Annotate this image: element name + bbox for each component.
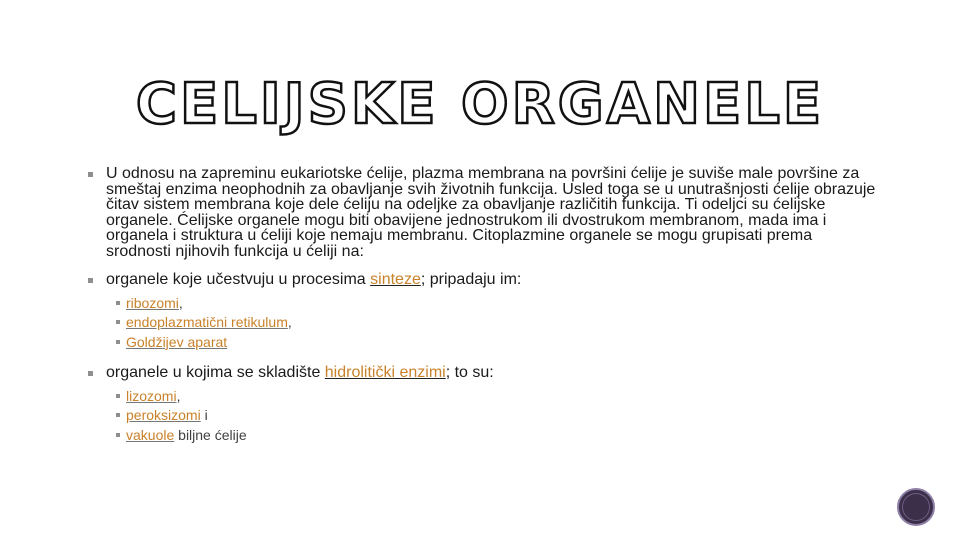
link-hidroliticki-enzimi[interactable]: hidrolitički enzimi bbox=[324, 364, 446, 381]
list-item bbox=[116, 294, 878, 314]
link-ribozomi[interactable]: ribozomi bbox=[126, 294, 179, 311]
bullet-icon bbox=[88, 172, 93, 177]
list-item-suffix: , bbox=[178, 294, 183, 311]
intro-text: U odnosu na zapreminu eukariotske ćelije, plazma membrana na površini ćelije je suviše male površine za smeštaj enzima neophodnih za obavljanje svih životnih funkcija. Usled toga se u unutrašnjosti ćelije obrazuje čitav sistem membrana koje dele ćeliju na odeljke za obavljanje različitih funkcija. Ti odeljci su ćelijske organele. Ćelijske organele mogu biti obavijene jednostrukom ili dvostrukom membranom, mada ima i organela i struktura u ćeliji koje nemaju membranu. Citoplazmine organele se mogu grupisati prema srodnosti njihovih funkcija u ćeliji na: bbox=[106, 165, 876, 260]
list-item bbox=[116, 333, 878, 353]
hydrolytic-list bbox=[116, 387, 878, 446]
list-item bbox=[116, 426, 878, 446]
list-item bbox=[116, 406, 878, 426]
bullet-icon bbox=[88, 371, 93, 376]
link-sinteze[interactable]: sinteze bbox=[370, 271, 421, 288]
bullet-icon bbox=[116, 413, 120, 417]
synthesis-list bbox=[116, 294, 878, 353]
group-hydrolytic-suffix: ; to su: bbox=[445, 364, 494, 381]
link-peroksizomi[interactable]: peroksizomi bbox=[126, 407, 201, 423]
slide-number-badge[interactable] bbox=[897, 488, 935, 526]
slide-title: CELIJSKE ORGANELE bbox=[135, 72, 825, 137]
bullet-icon bbox=[116, 433, 120, 437]
bullet-icon bbox=[116, 394, 120, 398]
link-lizozomi[interactable]: lizozomi bbox=[126, 387, 177, 404]
link-endoplazmaticni-retikulum[interactable]: endoplazmatični retikulum bbox=[126, 314, 288, 330]
bullet-icon bbox=[116, 320, 120, 324]
list-item bbox=[116, 387, 878, 407]
list-item-suffix: biljne ćelije bbox=[174, 426, 247, 443]
group-hydrolytic bbox=[88, 365, 878, 445]
bullet-icon bbox=[88, 278, 93, 283]
link-vakuole[interactable]: vakuole bbox=[126, 426, 175, 443]
list-item-suffix: , bbox=[287, 314, 292, 330]
group-synthesis-suffix: ; pripadaju im: bbox=[420, 271, 522, 288]
list-item-suffix: , bbox=[176, 387, 181, 404]
link-goldzijev-aparat[interactable]: Goldžijev aparat bbox=[126, 333, 228, 350]
group-hydrolytic-prefix: organele u kojima se skladište bbox=[106, 364, 325, 381]
list-item bbox=[116, 313, 878, 333]
list-item-suffix: i bbox=[200, 407, 208, 423]
group-synthesis bbox=[88, 272, 878, 352]
intro-paragraph bbox=[88, 166, 878, 259]
bullet-icon bbox=[116, 340, 120, 344]
bullet-icon bbox=[116, 301, 120, 305]
slide-content bbox=[88, 166, 878, 445]
group-synthesis-prefix: organele koje učestvuju u procesima bbox=[106, 271, 371, 288]
